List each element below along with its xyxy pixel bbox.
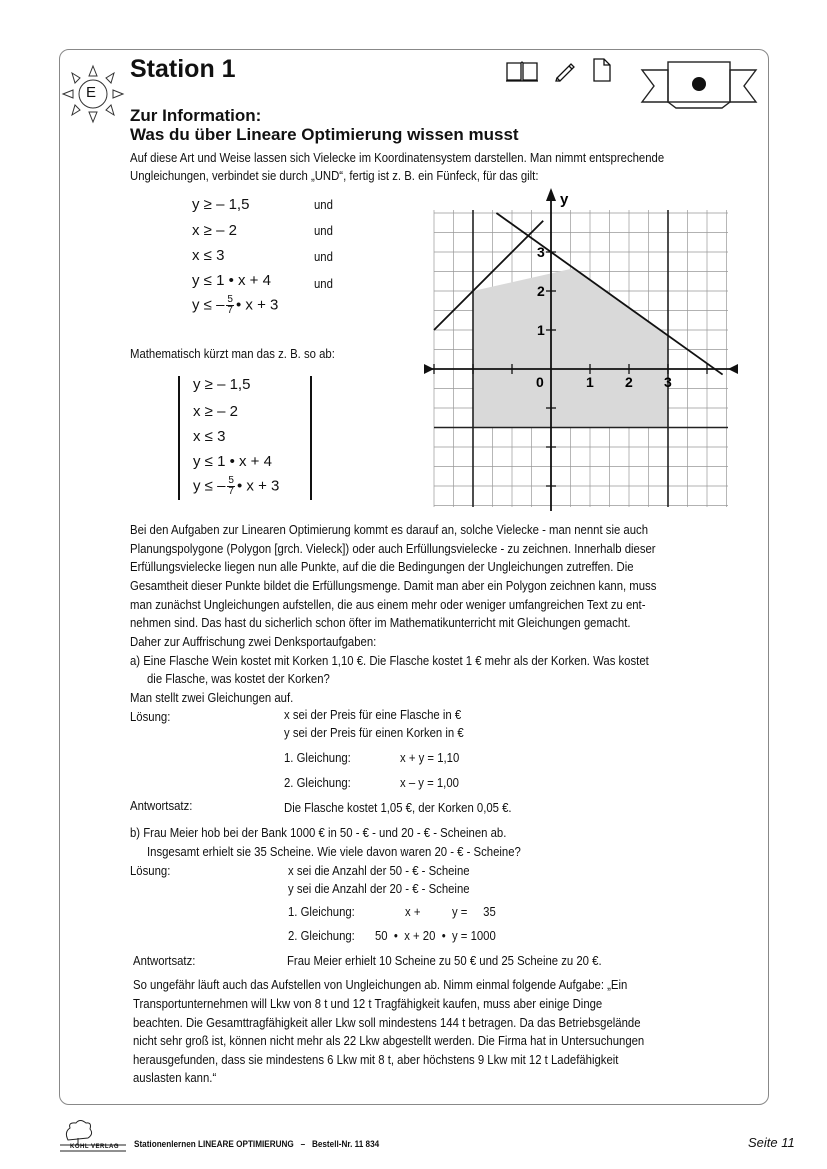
body-line: man zunächst Ungleichungen aufstellen, die aus einem mehr oder weniger umfangreichen Text zu ent- bbox=[130, 597, 646, 612]
equation: x + y = 1,10 bbox=[400, 750, 460, 765]
system-row-fraction: y ≤ – $\frac{5}{7}$ • x + 3 bbox=[193, 475, 280, 497]
answer: Die Flasche kostet 1,05 €, der Korken 0,05 €. bbox=[284, 800, 512, 815]
y-tick-label: 1 bbox=[537, 322, 545, 338]
y-axis-arrow bbox=[546, 188, 556, 201]
answer-label: Antwortsatz: bbox=[133, 953, 196, 968]
body-line: Gesamtheit dieser Punkte bildet die Erfüllungsmenge. Damit man aber ein Polygon zeichnen kann, muss bbox=[130, 578, 657, 593]
y-axis-label: y bbox=[560, 191, 569, 208]
book-icon bbox=[505, 60, 539, 82]
inequality: x ≤ 3 bbox=[192, 247, 225, 264]
feasible-region bbox=[473, 268, 668, 427]
badge-letter: E bbox=[86, 84, 97, 101]
closing-line: nicht sehr groß ist, können nicht mehr als 22 Lkw abgestellt werden. Die Firma hat in Untersuchungen bbox=[133, 1033, 645, 1048]
x-tick-label: 3 bbox=[664, 374, 672, 390]
task-b-line: Insgesamt erhielt sie 35 Scheine. Wie viele davon waren 20 - € - Scheine? bbox=[147, 844, 521, 859]
closing-line: Transportunternehmen will Lkw von 8 t und 12 t Tragfähigkeit kaufen, muss aber einige Dinge bbox=[133, 996, 603, 1011]
task-a-line: Man stellt zwei Gleichungen auf. bbox=[130, 690, 294, 705]
y-tick-label: 3 bbox=[537, 244, 545, 260]
body-line: Planungspolygone (Polygon [grch. Vieleck]) oder auch Erfüllungsvielecke - zu zeichnen. Innerhalb dieser bbox=[130, 541, 656, 556]
system-row: x ≥ – 2 bbox=[193, 403, 238, 420]
conjunction: und bbox=[314, 197, 333, 212]
task-b-line: b) Frau Meier hob bei der Bank 1000 € in 50 - € - und 20 - € - Scheinen ab. bbox=[130, 825, 507, 840]
pencil-icon bbox=[553, 60, 577, 82]
system-bar-right bbox=[310, 376, 312, 500]
inequality: x ≥ – 2 bbox=[192, 222, 237, 239]
system-bar-left bbox=[178, 376, 180, 500]
page-title: Station 1 bbox=[130, 55, 236, 83]
body-line: Bei den Aufgaben zur Linearen Optimierung kommt es darauf an, solche Vielecke - man nennt sie auch bbox=[130, 522, 649, 537]
footer-text: Stationenlernen LINEARE OPTIMIERUNG – Bestell-Nr. 11 834 bbox=[134, 1139, 380, 1150]
conjunction: und bbox=[314, 276, 333, 291]
closing-line: herausgefunden, dass sie mindestens 6 Lkw mit 8 t, aber höchstens 9 Lkw mit 12 t Ladefähigkeit bbox=[133, 1052, 619, 1067]
station-ribbon-icon bbox=[640, 58, 758, 114]
inequality-fraction: y ≤ – $\frac{5}{7}$ • x + 3 bbox=[192, 294, 279, 316]
variable-definition: y sei die Anzahl der 20 - € - Scheine bbox=[288, 881, 470, 896]
fraction: $\frac{5}{7}$ bbox=[228, 475, 234, 497]
closing-line: So ungefähr läuft auch das Aufstellen von Ungleichungen ab. Nimm einmal folgende Aufgabe: „Ein bbox=[133, 977, 628, 992]
equation-label: 1. Gleichung: bbox=[284, 750, 351, 765]
inequality: y ≤ 1 • x + 4 bbox=[192, 272, 271, 289]
x-axis-arrow-left bbox=[424, 364, 434, 374]
x-tick-label: 2 bbox=[625, 374, 633, 390]
variable-definition: y sei der Preis für einen Korken in € bbox=[284, 725, 464, 740]
x-tick-label: 1 bbox=[586, 374, 594, 390]
inequality: y ≥ – 1,5 bbox=[192, 196, 250, 213]
fraction: $\frac{5}{7}$ bbox=[227, 294, 233, 316]
body-line: Erfüllungsvielecke liegen nun alle Punkte, auf die die Bedingungen der Ungleichungen zutreffen. Die bbox=[130, 559, 634, 574]
equation-label: 1. Gleichung: bbox=[288, 904, 355, 919]
body-line: Daher zur Auffrischung zwei Denksportaufgaben: bbox=[130, 634, 377, 649]
answer-label: Antwortsatz: bbox=[130, 798, 193, 813]
x-tick-label: 0 bbox=[536, 374, 544, 390]
document-icon bbox=[592, 57, 612, 83]
variable-definition: x sei der Preis für eine Flasche in € bbox=[284, 707, 462, 722]
body-line: nehmen sind. Das hast du sicherlich schon öfter im Mathematikunterricht mit Gleichungen gemacht. bbox=[130, 615, 631, 630]
closing-line: auslasten kann.“ bbox=[133, 1070, 217, 1085]
intro-line: Ungleichungen, verbindet sie durch „UND“, fertig ist z. B. ein Fünfeck, für das gilt: bbox=[130, 168, 539, 183]
equation: x + y = 35 bbox=[405, 904, 496, 919]
publisher-name: KOHL VERLAG bbox=[70, 1144, 120, 1150]
system-row: y ≥ – 1,5 bbox=[193, 376, 251, 393]
solution-label: Lösung: bbox=[130, 709, 171, 724]
info-heading-1: Zur Information: bbox=[130, 106, 262, 125]
closing-line: beachten. Die Gesamttragfähigkeit aller Lkw soll mindestens 144 t betragen. Da das Betriebsgelände bbox=[133, 1015, 641, 1030]
intro-line: Auf diese Art und Weise lassen sich Vielecke im Koordinatensystem darstellen. Man nimmt entsprechende bbox=[130, 150, 665, 165]
coordinate-chart bbox=[420, 185, 740, 515]
y-tick-label: 2 bbox=[537, 283, 545, 299]
short-note: Mathematisch kürzt man das z. B. so ab: bbox=[130, 346, 335, 361]
page-number: Seite 11 bbox=[748, 1135, 795, 1150]
system-row: y ≤ 1 • x + 4 bbox=[193, 453, 272, 470]
equation: x – y = 1,00 bbox=[400, 775, 459, 790]
info-heading-2: Was du über Lineare Optimierung wissen musst bbox=[130, 125, 519, 144]
system-row: x ≤ 3 bbox=[193, 428, 226, 445]
answer: Frau Meier erhielt 10 Scheine zu 50 € und 25 Scheine zu 20 €. bbox=[287, 953, 602, 968]
conjunction: und bbox=[314, 249, 333, 264]
task-a-line: die Flasche, was kostet der Korken? bbox=[147, 671, 330, 686]
conjunction: und bbox=[314, 223, 333, 238]
equation-label: 2. Gleichung: bbox=[284, 775, 351, 790]
equation: 50 • x + 20 • y = 1000 bbox=[375, 928, 496, 943]
variable-definition: x sei die Anzahl der 50 - € - Scheine bbox=[288, 863, 470, 878]
solution-label: Lösung: bbox=[130, 863, 171, 878]
equation-label: 2. Gleichung: bbox=[288, 928, 355, 943]
x-axis-arrow-right bbox=[728, 364, 738, 374]
task-a-line: a) Eine Flasche Wein kostet mit Korken 1,10 €. Die Flasche kostet 1 € mehr als der Korken. Was kostet bbox=[130, 653, 649, 668]
